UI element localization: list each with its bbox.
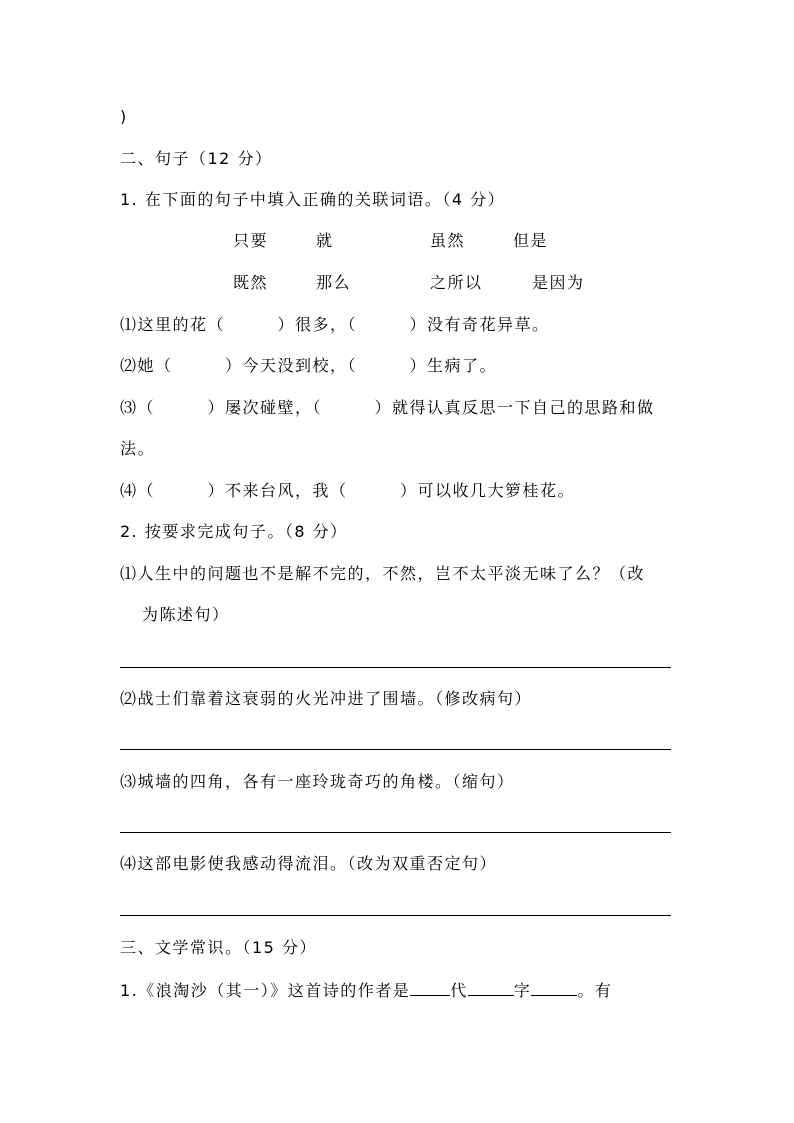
- word-bank-item: 既然: [233, 273, 269, 292]
- q2-item-2: ⑵战士们靠着这衰弱的火光冲进了围墙。（修改病句）: [120, 689, 533, 708]
- lit-q1-text: 字: [513, 981, 532, 1000]
- lit-q1-text: 。有: [577, 981, 613, 1000]
- literature-question-1: [120, 979, 612, 1002]
- word-bank-item: 但是: [513, 231, 549, 250]
- fill-in-blank[interactable]: [468, 979, 514, 996]
- q1-item-3: ⑶（ ）屡次碰壁，（ ）就得认真反思一下自己的思路和做: [120, 398, 655, 417]
- q1-item-4: ⑷（ ）不来台风，我（ ）可以收几大箩桂花。: [120, 481, 576, 500]
- word-bank-item: 那么: [316, 273, 352, 292]
- answer-line[interactable]: [120, 832, 671, 833]
- q1-item-3-continued: 法。: [120, 439, 156, 458]
- q2-item-4: ⑷这部电影使我感动得流泪。（改为双重否定句）: [120, 854, 498, 873]
- lit-q1-text: 1.《浪淘沙（其一）》这首诗的作者是: [120, 981, 411, 1000]
- section-heading-literature: 三、文学常识。（15 分）: [120, 938, 317, 957]
- word-bank-item: 就: [316, 231, 334, 250]
- question-2-prompt: 2. 按要求完成句子。（8 分）: [120, 522, 348, 541]
- word-bank-item: 只要: [233, 231, 269, 250]
- q2-item-3: ⑶城墙的四角，各有一座玲珑奇巧的角楼。（缩句）: [120, 772, 515, 791]
- answer-line[interactable]: [120, 667, 671, 668]
- fill-in-blank[interactable]: [410, 979, 450, 996]
- q1-item-2: ⑵她（ ）今天没到校，（ ）生病了。: [120, 356, 498, 375]
- word-bank-item: 是因为: [532, 273, 585, 292]
- lit-q1-text: 代: [450, 981, 468, 1000]
- answer-line[interactable]: [120, 749, 671, 750]
- continued-fragment: ): [120, 107, 128, 126]
- q2-item-1-continued: 为陈述句）: [142, 605, 230, 624]
- question-1-prompt: 1. 在下面的句子中填入正确的关联词语。（4 分）: [120, 190, 506, 209]
- word-bank-item: 虽然: [430, 231, 466, 250]
- word-bank-item: 之所以: [430, 273, 483, 292]
- fill-in-blank[interactable]: [531, 979, 577, 996]
- q2-item-1: ⑴人生中的问题也不是解不完的，不然，岂不太平淡无味了么？（改: [120, 564, 646, 583]
- q1-item-1: ⑴这里的花（ ）很多，（ ）没有奇花异草。: [120, 315, 550, 334]
- answer-line[interactable]: [120, 915, 671, 916]
- section-heading-sentences: 二、句子（12 分）: [120, 149, 273, 168]
